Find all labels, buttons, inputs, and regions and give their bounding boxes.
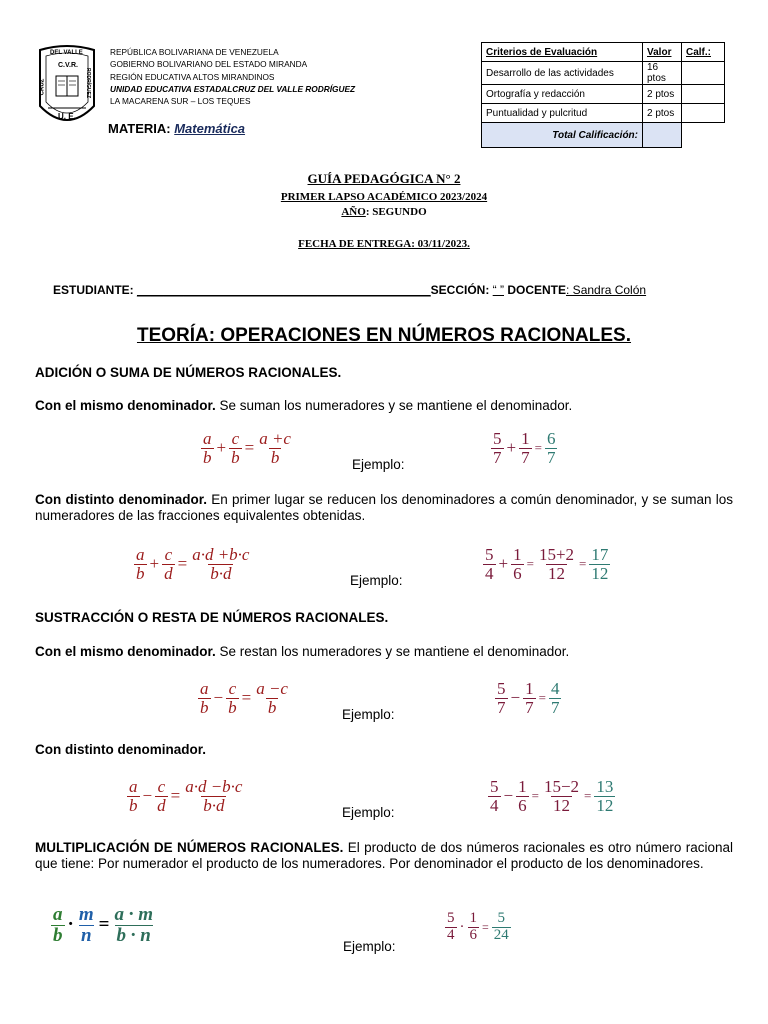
value-cell: 2 ptos (643, 85, 682, 104)
frac-num: c (164, 545, 173, 564)
school-logo (36, 44, 98, 130)
frac-num: 6 (546, 429, 556, 448)
student-name-field[interactable]: ____________________________________________ (137, 283, 431, 297)
table-row (482, 104, 725, 123)
institution-line: GOBIERNO BOLIVARIANO DEL ESTADO MIRANDA (110, 59, 308, 70)
addition-same-paragraph (35, 398, 733, 414)
total-value-cell[interactable] (643, 123, 682, 148)
example-add-same: $\frac{5}{7}$ + $\frac{1}{7}$ = $\frac{6}{7}$ (493, 429, 556, 467)
frac-den: 7 (497, 697, 506, 717)
frac-den: d (157, 795, 166, 815)
empty-cell (682, 123, 725, 148)
example-add-diff: $\frac{5}{4}$ + $\frac{1}{6}$ = $\frac{15+2}{12}$ = $\frac{17}{12}$ (485, 545, 609, 583)
frac-den: b (53, 924, 63, 946)
frac-den: b (200, 697, 209, 717)
institution-line: REPÚBLICA BOLIVARIANA DE VENEZUELA (110, 47, 279, 57)
example-label: Ejemplo: (342, 805, 395, 820)
frac-num: 4 (550, 679, 560, 698)
logo-text-ue: U. E. (58, 112, 76, 121)
grade-cell[interactable] (682, 85, 725, 104)
frac-num: c (157, 777, 166, 796)
frac-den: b (129, 795, 138, 815)
frac-num: a (200, 679, 209, 698)
school-year (0, 206, 768, 218)
academic-term: PRIMER LAPSO ACADÉMICO 2023/2024 (280, 191, 488, 203)
subject-label: MATERIA: (108, 121, 171, 136)
frac-num: a · m (114, 904, 153, 925)
frac-den: b (267, 697, 277, 717)
theory-title: TEORÍA: OPERACIONES EN NÚMEROS RACIONALES. (136, 325, 632, 346)
frac-den: 7 (546, 447, 556, 467)
paragraph-text: En primer lugar se reducen los denominadores a común denominador, y se suman los numeradores de las fracciones equivalentes obtenidas. (35, 492, 733, 523)
bold-lead: Con distinto denominador. (35, 742, 206, 757)
evaluation-criteria-table (481, 42, 725, 148)
section-field[interactable]: “ ” (492, 283, 504, 297)
frac-den: 12 (596, 795, 614, 815)
total-label: Total Calificación: (482, 123, 643, 148)
frac-den: 6 (513, 563, 522, 583)
bold-lead: Con el mismo denominador. (35, 644, 216, 659)
table-header: Valor (643, 43, 682, 62)
criterion-cell: Puntualidad y pulcritud (482, 104, 643, 123)
criterion-cell: Ortografía y redacción (482, 85, 643, 104)
subtraction-same-paragraph (35, 644, 733, 660)
subject-value: Matemática (174, 121, 246, 136)
frac-num: 5 (447, 910, 455, 926)
year-label: AÑO (341, 206, 366, 218)
addition-diff-paragraph (35, 492, 733, 524)
frac-num: 15+2 (538, 545, 575, 564)
bold-lead: Con distinto denominador. (35, 492, 207, 507)
frac-num: 5 (497, 679, 506, 698)
paragraph-text: Se suman los numeradores y se mantiene el denominador. (215, 398, 573, 413)
example-label: Ejemplo: (350, 573, 403, 588)
frac-num: a −c (256, 679, 288, 698)
frac-den: 7 (550, 697, 560, 717)
table-header: Criterios de Evaluación (482, 43, 643, 62)
institution-line: UNIDAD EDUCATIVA ESTADALCRUZ DEL VALLE RODRÍGUEZ (110, 83, 356, 94)
grade-cell[interactable] (682, 104, 725, 123)
teacher-label: DOCENTE (504, 283, 567, 297)
frac-num: c (228, 679, 237, 698)
frac-num: 1 (525, 679, 534, 698)
frac-den: b·d (210, 563, 232, 583)
guide-title: GUÍA PEDAGÓGICA N° 2 (307, 171, 461, 186)
frac-den: 4 (485, 563, 494, 583)
frac-num: 5 (497, 910, 506, 926)
frac-num: 5 (490, 777, 499, 796)
frac-num: 5 (493, 429, 502, 448)
frac-num: 1 (521, 429, 530, 448)
frac-den: 12 (591, 563, 609, 583)
value-cell: 16 ptos (643, 62, 682, 85)
example-label: Ejemplo: (352, 457, 405, 472)
frac-den: 24 (493, 926, 509, 943)
frac-num: a·d −b·c (185, 777, 243, 796)
year-value: : SEGUNDO (365, 206, 427, 218)
frac-den: d (164, 563, 173, 583)
frac-num: a (203, 429, 212, 448)
subtraction-diff-paragraph (35, 742, 733, 758)
logo-text-rodriguez: RODRÍGUEZ (85, 68, 91, 98)
formula-multiplication: $\frac{a}{b}$ · $\frac{m}{n}$ = $\frac{a \cdot m}{b \cdot n}$ (53, 904, 153, 946)
formula-sub-same: $\frac{a}{b}$ − $\frac{c}{b}$ = $\frac{a -c}{b}$ (200, 679, 288, 717)
frac-num: a·d +b·c (192, 545, 250, 564)
frac-den: b (136, 563, 145, 583)
frac-num: 1 (513, 545, 522, 564)
frac-den: 7 (525, 697, 534, 717)
student-info-line (53, 283, 646, 297)
paragraph-text: Se restan los numeradores y se mantiene el denominador. (215, 644, 570, 659)
frac-den: b (270, 447, 280, 467)
institution-block (110, 46, 355, 107)
table-row (482, 85, 725, 104)
student-label: ESTUDIANTE: (53, 283, 137, 297)
institution-line: REGIÓN EDUCATIVA ALTOS MIRANDINOS (110, 71, 275, 82)
subject-line (108, 121, 245, 136)
frac-num: a (136, 545, 145, 564)
frac-num: a (53, 904, 63, 925)
frac-den: b (203, 447, 212, 467)
example-sub-same: $\frac{5}{7}$ − $\frac{1}{7}$ = $\frac{4}{7}$ (497, 679, 560, 717)
frac-den: b · n (116, 924, 151, 946)
frac-num: a (129, 777, 138, 796)
paragraph-text: El producto de dos números racionales es otro número racional que tiene: Por numerador el producto de los numeradores. Por denominador el producto de los denominadores. (35, 840, 733, 871)
table-row (482, 62, 725, 85)
frac-den: 7 (493, 447, 502, 467)
logo-text-cvr: C.V.R. (58, 62, 78, 69)
institution-line: LA MACARENA SUR – LOS TEQUES (110, 96, 251, 107)
frac-num: 1 (469, 910, 477, 926)
frac-den: b (228, 697, 237, 717)
due-date: FECHA DE ENTREGA: 03/11/2023. (298, 238, 470, 250)
frac-den: 6 (518, 795, 527, 815)
addition-heading: ADICIÓN O SUMA DE NÚMEROS RACIONALES. (35, 365, 342, 380)
frac-num: a +c (259, 429, 291, 448)
frac-den: b (231, 447, 240, 467)
example-label: Ejemplo: (343, 939, 396, 954)
multiplication-paragraph (35, 840, 733, 872)
teacher-value: : Sandra Colón (566, 283, 647, 297)
frac-den: 7 (521, 447, 530, 467)
logo-text-cruz: CRUZ (39, 78, 46, 96)
formula-sub-diff: $\frac{a}{b}$ − $\frac{c}{d}$ = $\frac{a\cdot d -b\cdot c}{b\cdot d}$ (129, 777, 243, 815)
total-row (482, 123, 725, 148)
frac-den: b·d (203, 795, 225, 815)
table-header-row (482, 43, 725, 62)
section-label: SECCIÓN: (430, 283, 493, 297)
bold-lead: Con el mismo denominador. (35, 398, 216, 413)
grade-cell[interactable] (682, 62, 725, 85)
frac-num: 15−2 (543, 777, 580, 796)
frac-num: 13 (596, 777, 614, 796)
formula-add-diff: $\frac{a}{b}$ + $\frac{c}{d}$ = $\frac{a\cdot d +b\cdot c}{b\cdot d}$ (136, 545, 250, 583)
table-header: Calf.: (682, 43, 725, 62)
formula-add-same: $\frac{a}{b}$ + $\frac{c}{b}$ = $\frac{a +c}{b}$ (203, 429, 291, 467)
logo-text-del-valle: DEL VALLE (50, 50, 83, 56)
frac-num: 17 (591, 545, 609, 564)
frac-den: 6 (469, 926, 477, 943)
criterion-cell: Desarrollo de las actividades (482, 62, 643, 85)
frac-den: 4 (490, 795, 499, 815)
example-sub-diff: $\frac{5}{4}$ − $\frac{1}{6}$ = $\frac{15-2}{12}$ = $\frac{13}{12}$ (490, 777, 614, 815)
frac-den: n (80, 924, 92, 946)
frac-den: 12 (547, 563, 565, 583)
frac-num: c (231, 429, 240, 448)
frac-num: 5 (485, 545, 494, 564)
example-label: Ejemplo: (342, 707, 395, 722)
multiplication-heading: MULTIPLICACIÓN DE NÚMEROS RACIONALES. (35, 840, 344, 855)
frac-den: 12 (552, 795, 570, 815)
value-cell: 2 ptos (643, 104, 682, 123)
example-multiplication: $\frac{5}{4}$ · $\frac{1}{6}$ = $\frac{5}{24}$ (447, 910, 509, 943)
frac-num: m (78, 904, 94, 925)
subtraction-heading: SUSTRACCIÓN O RESTA DE NÚMEROS RACIONALES. (35, 610, 389, 625)
frac-num: 1 (518, 777, 527, 796)
frac-den: 4 (447, 926, 455, 943)
